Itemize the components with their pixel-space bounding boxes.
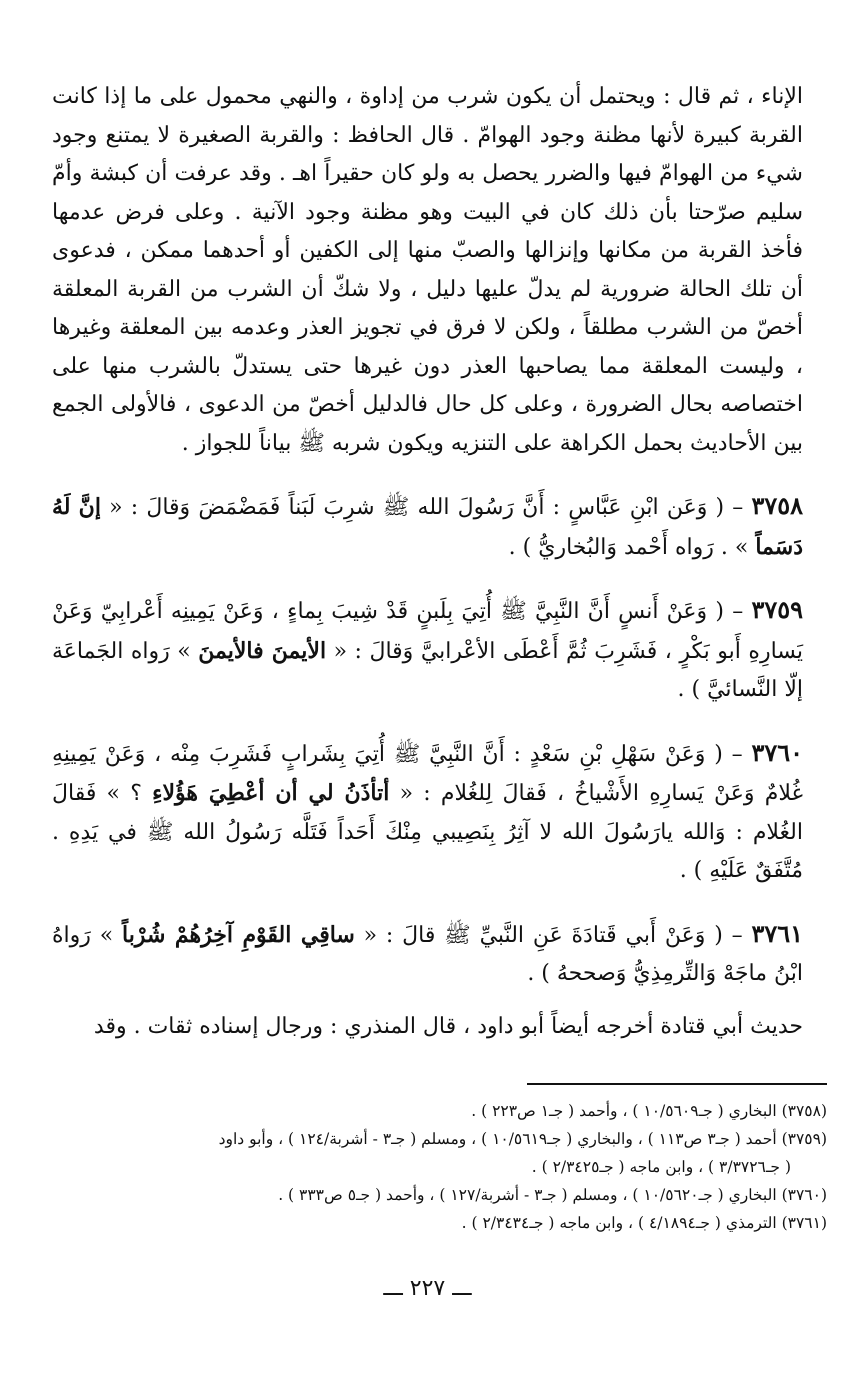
hadith-paragraph [52,487,803,567]
prophetic-saying: الأيمنَ فالأيمنَ [198,637,327,664]
commentary-line: مطلقاً ، ولكن لا فرق في تجويز العذر وعدمه بين المعلقة وغيرها ، وليست المعلقة مما [52,315,803,379]
hadith-text: مُتَّفَقٌ عَلَيْهِ ) . [679,858,803,883]
footnote [48,1181,827,1209]
commentary-line: من الهوامّ فيها والضرر يحصل به ولو كان حقيراً اهـ . وقد عرفت أن كبشة وأمّ سليم [52,161,803,225]
footnote [48,1097,827,1125]
hadith-list [52,487,803,994]
hadith-text: الغُلام : وَالله يارَسُولَ الله لا آثِرُ بِنَصِيبي مِنْكَ أَحَداً فَتَلَّه رَسُولُ الله ﷺ في يَدِهِ . [52,819,803,845]
hadith-text: – ( وَعَنْ سَهْلِ بْنِ سَعْدٍ : أَنَّ النَّبِيَّ ﷺ أُتِيَ بِشَرابٍ فَشَرِبَ مِنْه ، وَعَنْ [104,741,752,767]
hadith-number: ٣٧٥٩ [751,595,803,624]
hadith-paragraph [52,591,803,710]
prophetic-saying: إنَّ [78,494,101,520]
commentary-line: الإناء ، ثم قال : ويحتمل أن يكون شرب من إداوة ، والنهي محمول على ما إذا كانت [52,84,803,109]
hadith-number: ٣٧٦٠ [751,737,803,767]
footnotes [48,1097,827,1237]
footnote-text: (٣٧٦٠) البخاري ( جـ١٠/٥٦٢٠ ) ، ومسلم ( جـ٣ - أشربة/١٢٧ ) ، وأحمد ( جـ٥ ص٣٣٣ ) . [278,1186,827,1204]
hadith-text: » . رَواه أَحْمد وَالبُخاريُّ ) . [508,534,756,560]
hadith-paragraph [52,915,803,994]
hadith-text: ؟ » فَقالَ [52,781,153,806]
footnote [48,1209,827,1237]
hadith-text: وَعَنْ يَسارِهِ أَبو بَكْرٍ ، فَشَرِبَ ثُمَّ أَعْطَى الأعْرابيَّ وَقالَ : « [52,599,804,664]
commentary-line: التنزيه ويكون شربه ﷺ بياناً للجواز . [181,430,507,456]
prophetic-saying: لَهُ دَسَماً [52,494,803,560]
commentary-line: من مكانها وإنزالها والصبّ منها إلى الكفين أو أحدهما ممكن ، فدعوى أن تلك الحالة [52,238,803,302]
hadith-number: ٣٧٥٨ [751,491,803,520]
hadith-text: – ( وَعَن ابْنِ عَبَّاسٍ : أَنَّ رَسُولَ الله ﷺ شرِبَ لَبَناً فَمَضْمَضَ وَقالَ : « [100,495,752,520]
prophetic-saying: أتأذَنُ لي أن أعْطِيَ هَؤُلاءِ [152,780,390,806]
footnote [48,1125,827,1181]
commentary-line: صرّحتا بأن ذلك كان في البيت وهو مظنة وجود الآنية . وعلى فرض عدمها فأخذ القربة [52,199,803,263]
prophetic-saying: ساقِي القَوْمِ آخِرُهُمْ شُرْباً [121,921,355,948]
hadith-text: إلّا النَّسائيَّ ) . [677,677,803,702]
commentary-line: يصاحبها العذر دون غيرها حتى يستدلّ بالشرب منها على اختصاصه بحال الضرورة ، وعلى [52,353,804,417]
footnote-text: (٣٧٥٩) أحمد ( جـ٣ ص١١٣ ) ، والبخاري ( جـ١٠/٥٦١٩ ) ، ومسلم ( جـ٣ - أشربة/١٢٤ ) ، وأبو داود [218,1130,827,1148]
commentary-line: ضرورية لم يدلّ عليها دليل ، ولا شكّ أن الشرب من القربة المعلقة أخصّ من الشرب [52,276,804,340]
footnote-separator [527,1083,827,1085]
commentary-line: كل حال فالدليل أخصّ من الدعوى ، فالأولى الجمع بين الأحاديث بحمل الكراهة على [52,392,803,456]
hadith-text: – ( وَعَنْ أَبي قَتادَةَ عَنِ النَّبيِّ ﷺ قالَ : « [354,922,752,948]
page-number: ـــ ٢٢٧ ـــ [383,1276,472,1301]
closing-paragraph: حديث أبي قتادة أخرجه أيضاً أبو داود ، قال المنذري : ورجال إسناده ثقات . وقد [93,1013,803,1039]
hadith-number: ٣٧٦١ [751,918,803,948]
main-text [52,78,803,1046]
footnote-continuation: ( جـ٣/٣٧٢٦ ) ، وابن ماجه ( جـ٢/٣٤٢٥ ) . [531,1158,791,1176]
commentary-line: القربة كبيرة لأنها مظنة وجود الهوامّ . قال الحافظ : والقربة الصغيرة لا يمتنع وجود شيء [52,122,803,186]
commentary-paragraph [52,78,803,463]
hadith-text: ابْنُ ماجَهْ وَالتِّرمِذِيُّ وَصححهُ ) . [527,961,803,986]
hadith-text: – ( وَعَنْ أَنسٍ أَنَّ النَّبِيَّ ﷺ أُتِيَ بِلَبنٍ قَدْ شِيبَ بِماءٍ ، وَعَنْ يَمِينِه أَعْرابِيّ [100,599,752,624]
hadith-paragraph [52,734,803,891]
hadith-text: يَمِينِهِ غُلامٌ وَعَنْ يَسارِهِ الأَشْياخُ ، فَقالَ لِلغُلام : « [52,741,803,806]
hadith-text: » رَواه الجَماعَة [52,638,199,664]
footnote-text: (٣٧٥٨) البخاري ( جـ١٠/٥٦٠٩ ) ، وأحمد ( جـ١ ص٢٢٣ ) . [471,1102,827,1120]
hadith-text: » رَواهُ [52,922,122,948]
footnote-text: (٣٧٦١) الترمذي ( جـ٤/١٨٩٤ ) ، وابن ماجه ( جـ٢/٣٤٣٤ ) . [461,1214,827,1232]
